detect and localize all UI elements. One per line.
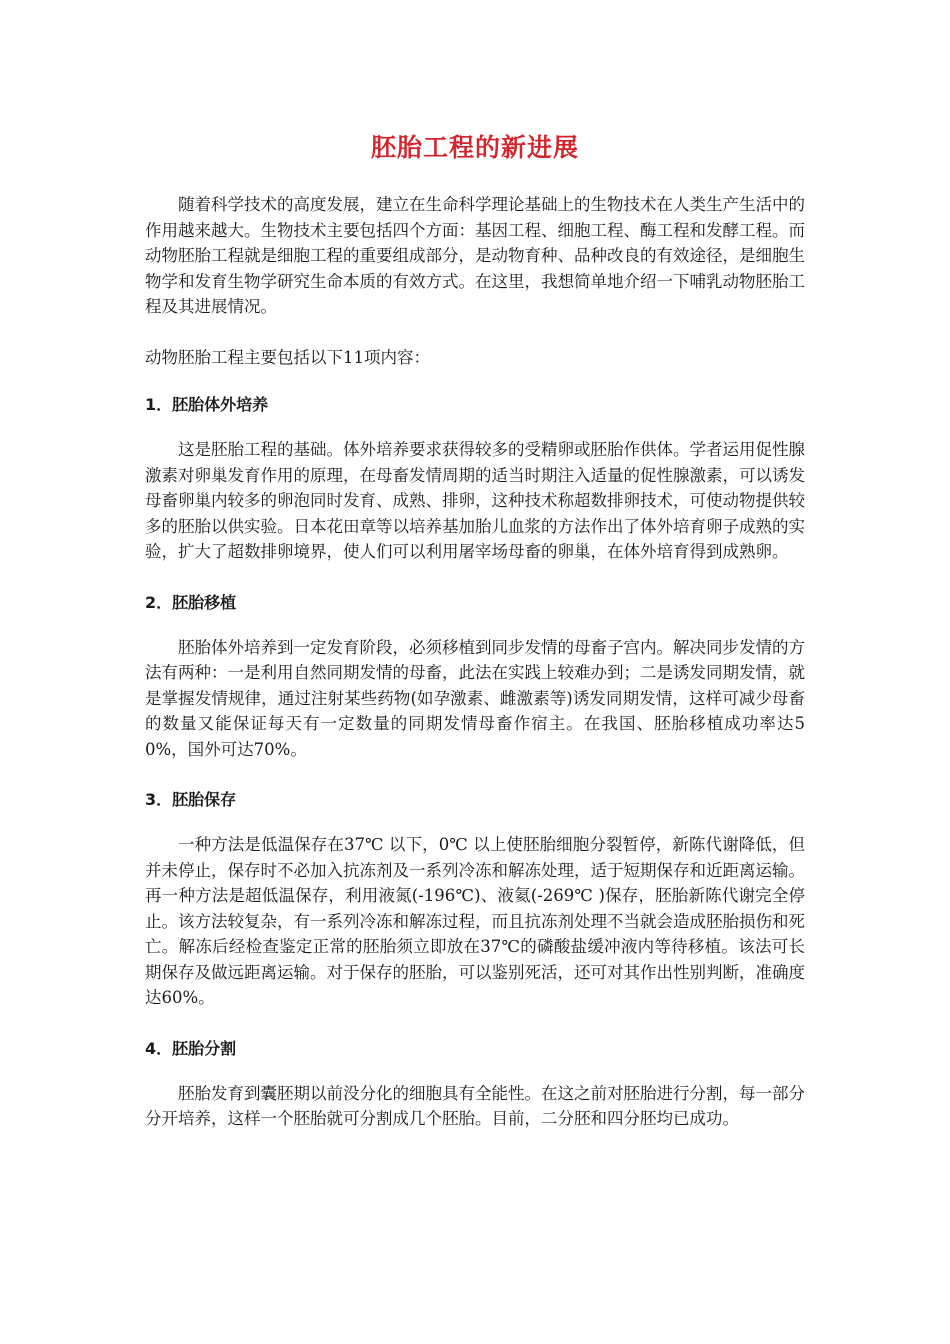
intro-paragraph: 随着科学技术的高度发展，建立在生命科学理论基础上的生物技术在人类生产生活中的作用越来越大。生物技术主要包括四个方面：基因工程、细胞工程、酶工程和发酵工程。而动物胚胎工程就是细胞工程的重要组成部分，是动物育种、品种改良的有效途径，是细胞生物学和发育生物学研究生命本质的有效方式。在这里，我想简单地介绍一下哺乳动物胚胎工程及其进展情况。: [145, 195, 805, 316]
lead-paragraph: 动物胚胎工程主要包括以下11项内容：: [145, 347, 430, 367]
section-heading-1: 1．胚胎体外培养: [145, 395, 269, 414]
section-heading-4: 4．胚胎分割: [145, 1038, 237, 1058]
section-body-1: 这是胚胎工程的基础。体外培养要求获得较多的受精卵或胚胎作供体。学者运用促性腺激素对卵巢发育作用的原理，在母畜发情周期的适当时期注入适量的促性腺激素，可以诱发母畜卵巢内较多的卵泡同时发育、成熟、排卵，这种技术称超数排卵技术，可使动物提供较多的胚胎以供实验。日本花田章等以培养基加胎儿血浆的方法作出了体外培育卵子成熟的实验，扩大了超数排卵境界，使人们可以利用屠宰场母畜的卵巢，在体外培育得到成熟卵。: [145, 440, 805, 561]
section-heading-3: 3．胚胎保存: [145, 790, 237, 809]
section-body-2: 胚胎体外培养到一定发育阶段，必须移植到同步发情的母畜子宫内。解决同步发情的方法有两种：一是利用自然同期发情的母畜，此法在实践上较难办到；二是诱发同期发情，就是掌握发情规律，通过注射某些药物(如孕激素、雌激素等)诱发同期发情，这样可减少母畜的数量又能保证每天有一定数量的同期发情母畜作宿主。在我国、胚胎移植成功率达50%，国外可达70%。: [145, 637, 805, 759]
section-heading-2: 2．胚胎移植: [145, 592, 237, 612]
section-body-3: 一种方法是低温保存在37℃ 以下，0℃ 以上使胚胎细胞分裂暂停，新陈代谢降低，但并未停止，保存时不必加入抗冻剂及一系列冷冻和解冻处理，适于短期保存和近距离运输。再一种方法是超低温保存，利用液氮(-196℃)、液氦(-269℃ )保存，胚胎新陈代谢完全停止。该方法较复杂，有一系列冷冻和解冻过程，而且抗冻剂处理不当就会造成胚胎损伤和死亡。解冻后经检查鉴定正常的胚胎须立即放在37℃的磷酸盐缓冲液内等待移植。该法可长期保存及做远距离运输。对于保存的胚胎，可以鉴别死活，还可对其作出性别判断，准确度达60%。: [145, 835, 805, 1007]
document-page: [145, 130, 805, 1132]
document-title: 胚胎工程的新进展: [370, 133, 579, 162]
section-body-4: 胚胎发育到囊胚期以前没分化的细胞具有全能性。在这之前对胚胎进行分割，每一部分分开培养，这样一个胚胎就可分割成几个胚胎。目前，二分胚和四分胚均已成功。: [145, 1083, 805, 1128]
